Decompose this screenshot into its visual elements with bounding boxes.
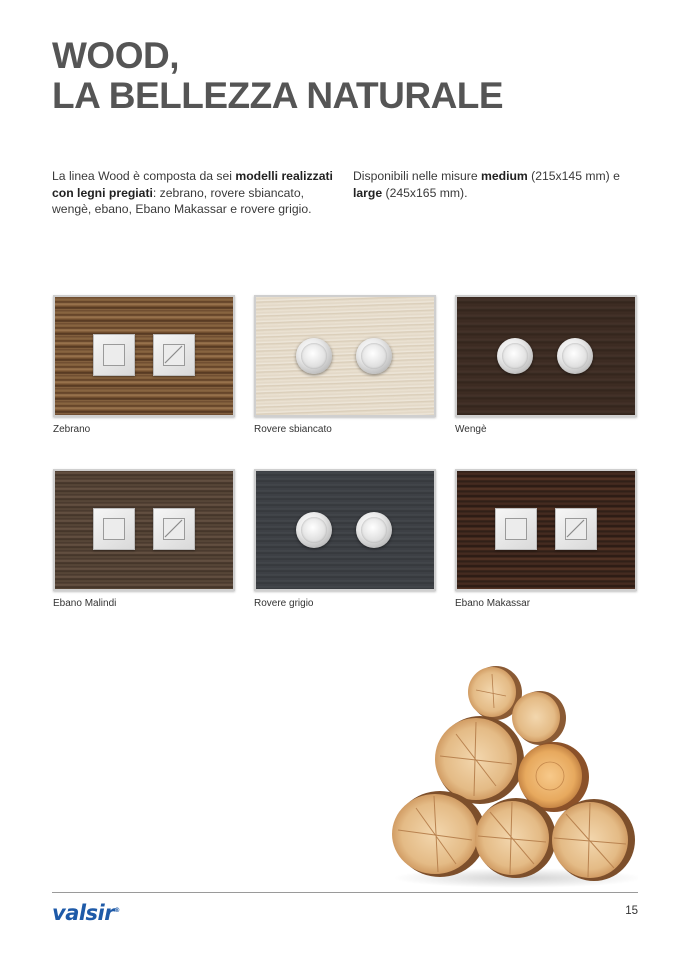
- page-title: [52, 36, 503, 116]
- plate-label-wenge: Wengè: [455, 424, 487, 435]
- plate-rovere-grigio: [254, 469, 436, 591]
- round-flush-button: [557, 338, 593, 374]
- square-flush-button: [495, 508, 537, 550]
- intro-right-text-3: (245x165 mm).: [382, 185, 468, 200]
- intro-paragraph-left: [52, 168, 344, 218]
- round-flush-button: [356, 338, 392, 374]
- square-flush-button: [93, 334, 135, 376]
- title-line-1: WOOD,: [52, 35, 179, 76]
- log: [552, 799, 635, 881]
- logo-registered-mark: ®: [114, 907, 120, 914]
- page-number: 15: [625, 905, 638, 917]
- plate-wenge: [455, 295, 637, 417]
- round-flush-button: [497, 338, 533, 374]
- logo-text: valsir: [52, 901, 115, 925]
- plate-ebano-makassar: [455, 469, 637, 591]
- plate-ebano-malindi: [53, 469, 235, 591]
- size-large: large: [353, 185, 383, 200]
- intro-left-bold: modelli realizzati con legni pregiati: [52, 169, 333, 200]
- size-medium: medium: [481, 169, 528, 183]
- intro-left-text-2: : zebrano, rovere sbiancato, wengè, ebano, Ebano Makassar e rovere grigio.: [52, 185, 312, 216]
- round-flush-button: [296, 338, 332, 374]
- log-pile-image: [388, 660, 638, 890]
- log: [392, 791, 486, 877]
- plate-label-ebano-makassar: Ebano Makassar: [455, 598, 531, 609]
- round-flush-button: [296, 512, 332, 548]
- log: [435, 716, 524, 804]
- intro-right-text-1: Disponibili nelle misure: [353, 169, 482, 183]
- footer-divider: [52, 892, 638, 893]
- valsir-logo: [52, 901, 120, 925]
- square-flush-button: [93, 508, 135, 550]
- log: [475, 798, 556, 878]
- plate-label-zebrano: Zebrano: [53, 424, 91, 435]
- plate-label-rovere-sbiancato: Rovere sbiancato: [254, 424, 332, 435]
- round-flush-button: [356, 512, 392, 548]
- plate-label-rovere-grigio: Rovere grigio: [254, 598, 314, 609]
- intro-left-text-1: La linea Wood è composta da sei: [52, 169, 236, 183]
- title-line-2: LA BELLEZZA NATURALE: [52, 75, 504, 116]
- plate-zebrano: [53, 295, 235, 417]
- square-flush-button: [555, 508, 597, 550]
- intro-paragraph-right: [353, 168, 623, 201]
- square-flush-button: [153, 508, 195, 550]
- plate-label-ebano-malindi: Ebano Malindi: [53, 598, 117, 609]
- log: [512, 691, 566, 745]
- plate-rovere-sbiancato: [254, 295, 436, 417]
- intro-right-text-2: (215x145 mm) e: [527, 169, 620, 183]
- square-flush-button: [153, 334, 195, 376]
